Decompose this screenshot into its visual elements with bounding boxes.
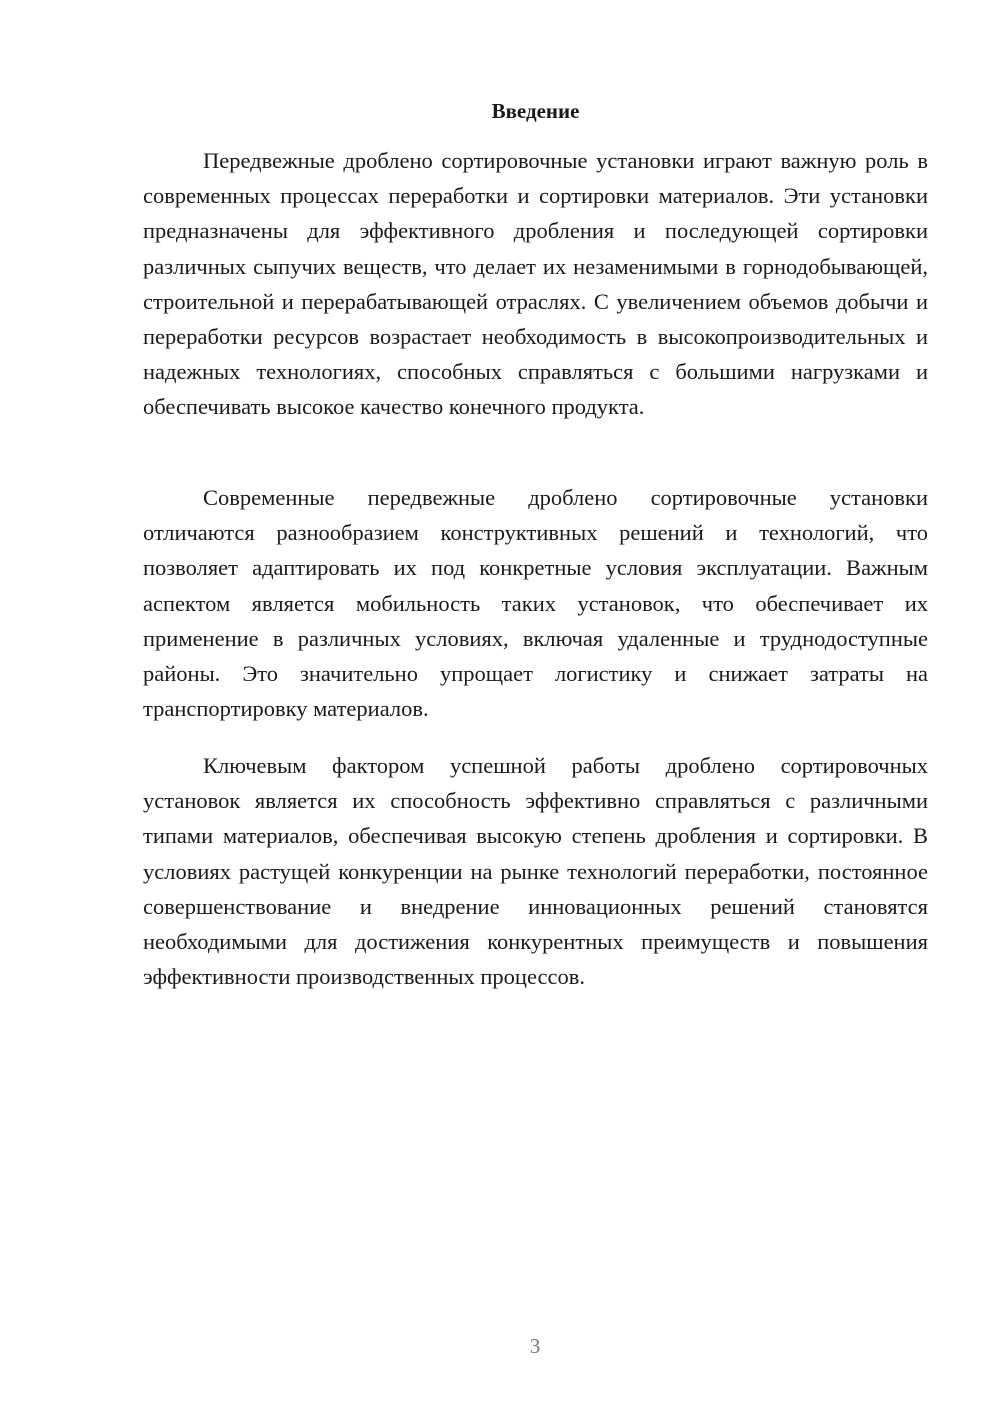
paragraph-3: Ключевым фактором успешной работы дроблено сортировочных установок является их способность эффективно справляться с различными типами материалов, обеспечивая высокую степень дробления и сортировки. В условиях растущей конкуренции на рынке технологий переработки, постоянное совершенствование и внедрение инновационных решений становятся необходимыми для достижения конкурентных преимуществ и повышения эффективности производственных процессов. — [143, 753, 928, 990]
page-number: 3 — [529, 1334, 541, 1358]
paragraph-1: Передвежные дроблено сортировочные установки играют важную роль в современных процессах переработки и сортировки материалов. Эти установки предназначены для эффективного дробления и последующей сортировки различных сыпучих веществ, что делает их незаменимыми в горнодобывающей, строительной и перерабатывающей отраслях. С увеличением объемов добычи и переработки ресурсов возрастает необходимость в высокопроизводительных и надежных технологиях, способных справляться с большими нагрузками и обеспечивать высокое качество конечного продукта. — [143, 148, 928, 420]
section-heading: Введение — [491, 99, 580, 123]
paragraph-2: Современные передвежные дроблено сортировочные установки отличаются разнообразием конструктивных решений и технологий, что позволяет адаптировать их под конкретные условия эксплуатации. Важным аспектом является мобильность таких установок, что обеспечивает их применение в различных условиях, включая удаленные и труднодоступные районы. Это значительно упрощает логистику и снижает затраты на транспортировку материалов. — [143, 485, 928, 722]
